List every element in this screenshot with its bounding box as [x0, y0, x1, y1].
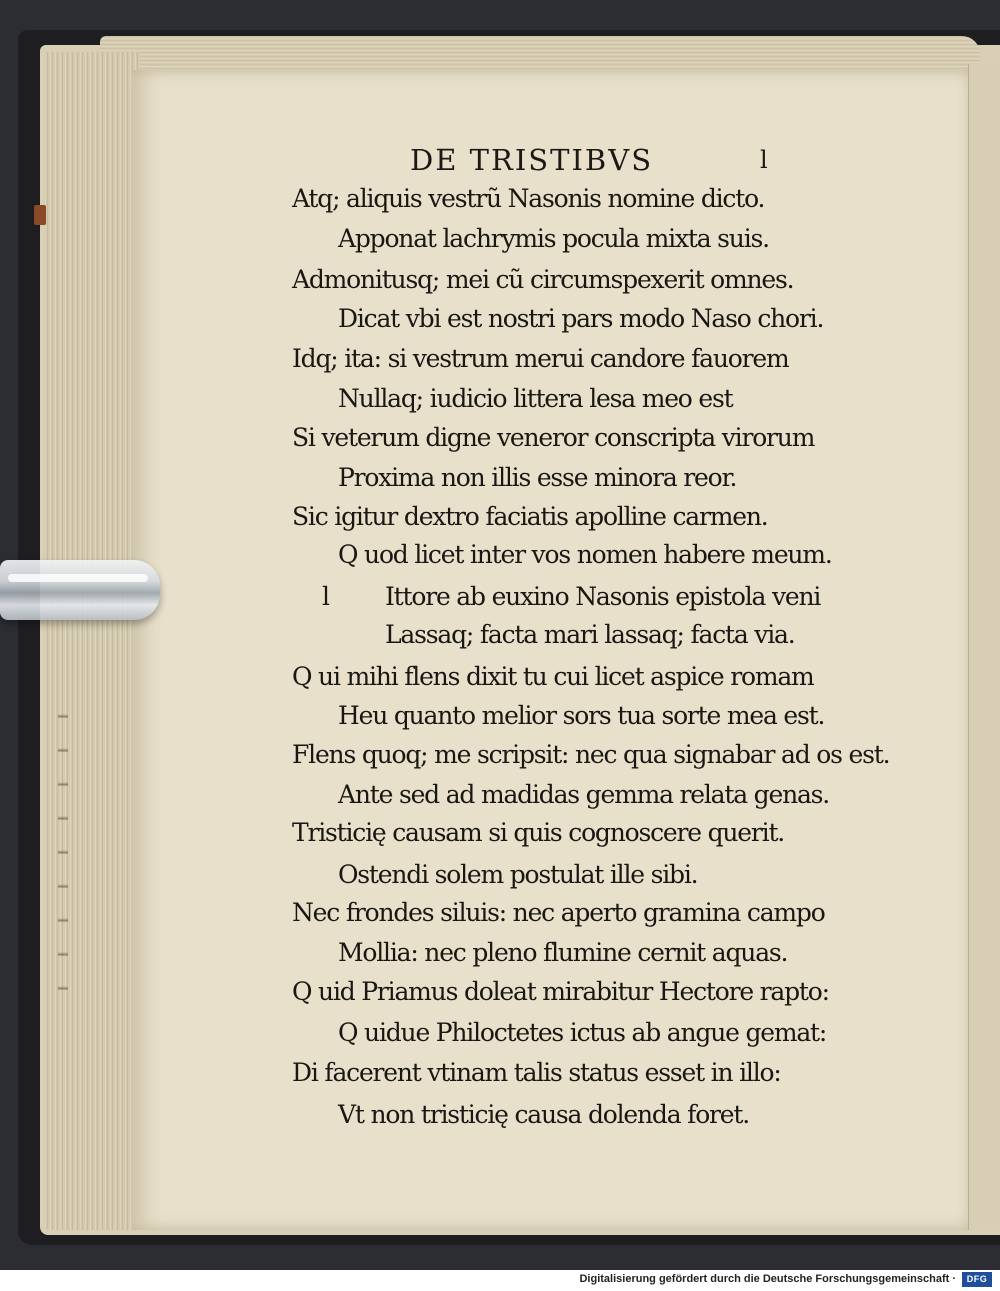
verse-line: Ante sed ad madidas gemma relata genas. [338, 780, 830, 809]
verse-line: Ostendi solem postulat ille sibi. [338, 860, 698, 889]
verse-line: Atq; aliquis vestrũ Nasonis nomine dicto. [292, 184, 765, 213]
page-holder-clip [0, 560, 160, 620]
verse-line: Tristicię causam si quis cognoscere querit. [292, 818, 785, 847]
verse-line: Heu quanto melior sors tua sorte mea est. [338, 701, 825, 730]
verse-line: Dicat vbi est nostri pars modo Naso chori. [338, 304, 824, 333]
verse-line: Flens quoq; me scripsit: nec qua signabar ad os est. [292, 740, 890, 769]
section-number: l [322, 582, 330, 611]
verse-line: Di facerent vtinam talis status esset in illo: [292, 1058, 781, 1087]
digitization-credit: Digitalisierung gefördert durch die Deutsche Forschungsgemeinschaft · [579, 1273, 956, 1285]
verse-line: Q ui mihi flens dixit tu cui licet aspice romam [292, 662, 814, 691]
verse-line: Ittore ab euxino Nasonis epistola veni [385, 582, 821, 611]
bookmark-tab [34, 205, 46, 225]
folio-number: l [760, 146, 768, 174]
page-edges-left [44, 52, 139, 1230]
verse-line: Idq; ita: si vestrum merui candore fauorem [292, 344, 789, 373]
verse-line: Nec frondes siluis: nec aperto gramina campo [292, 898, 825, 927]
verse-line: Q uod licet inter vos nomen habere meum. [338, 540, 832, 569]
verse-line: Lassaq; facta mari lassaq; facta via. [385, 620, 795, 649]
verse-line: Apponat lachrymis pocula mixta suis. [338, 224, 769, 253]
verse-line: Q uidue Philoctetes ictus ab angue gemat: [338, 1018, 827, 1047]
running-head: DE TRISTIBVS [410, 143, 654, 177]
dfg-logo-icon: DFG [962, 1272, 992, 1287]
verse-line: Proxima non illis esse minora reor. [338, 463, 737, 492]
verse-line: Mollia: nec pleno flumine cernit aquas. [338, 938, 788, 967]
clip-highlight [8, 574, 148, 582]
verse-line: Si veterum digne veneror conscripta virorum [292, 423, 815, 452]
verse-line: Nullaq; iudicio littera lesa meo est [338, 384, 733, 413]
facing-page-edge [968, 64, 1000, 1230]
verse-line: Sic igitur dextro faciatis apolline carmen. [292, 502, 768, 531]
verse-line: Vt non tristicię causa dolenda foret. [338, 1100, 749, 1129]
spine-marks [58, 700, 68, 1020]
verse-line: Q uid Priamus doleat mirabitur Hectore rapto: [292, 977, 829, 1006]
verse-line: Admonitusq; mei cũ circumspexerit omnes. [292, 265, 794, 294]
